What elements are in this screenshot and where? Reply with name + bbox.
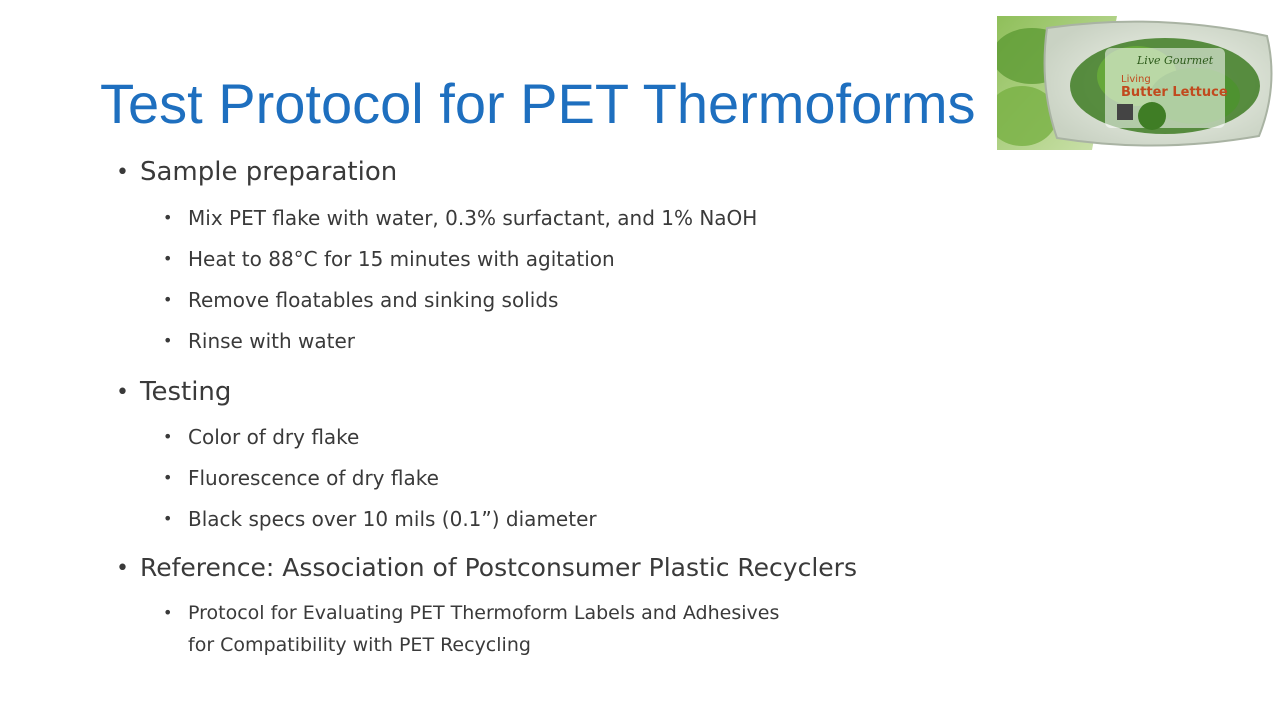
bullet: • (163, 290, 173, 309)
bullet: • (163, 509, 173, 528)
list-item-continuation: for Compatibility with PET Recycling (188, 634, 531, 656)
bullet: • (163, 331, 173, 350)
bullet: • (116, 380, 129, 405)
list-item: Mix PET flake with water, 0.3% surfactant, and 1% NaOH (188, 206, 758, 230)
slide-title: Test Protocol for PET Thermoforms (100, 72, 976, 135)
bullet: • (163, 249, 173, 268)
list-item: Black specs over 10 mils (0.1”) diameter (188, 507, 597, 531)
bullet: • (163, 208, 173, 227)
svg-text:Butter Lettuce: Butter Lettuce (1121, 85, 1228, 100)
bullet: • (116, 556, 129, 581)
section-heading-testing: Testing (140, 377, 232, 407)
list-item: Remove floatables and sinking solids (188, 288, 559, 312)
section-heading-sample-preparation: Sample preparation (140, 157, 398, 187)
list-item: Protocol for Evaluating PET Thermoform Labels and Adhesives (188, 602, 780, 624)
bullet: • (163, 427, 173, 446)
list-item: Rinse with water (188, 329, 355, 353)
list-item: Fluorescence of dry flake (188, 466, 439, 490)
bullet: • (116, 160, 129, 185)
svg-text:Living: Living (1121, 74, 1151, 85)
section-heading-reference: Reference: Association of Postconsumer Plastic Recyclers (140, 553, 857, 582)
bullet: • (163, 468, 173, 487)
list-item: Heat to 88°C for 15 minutes with agitation (188, 247, 615, 271)
list-item: Color of dry flake (188, 425, 360, 449)
bullet: • (163, 603, 173, 622)
svg-text:Live Gourmet: Live Gourmet (1137, 54, 1214, 67)
